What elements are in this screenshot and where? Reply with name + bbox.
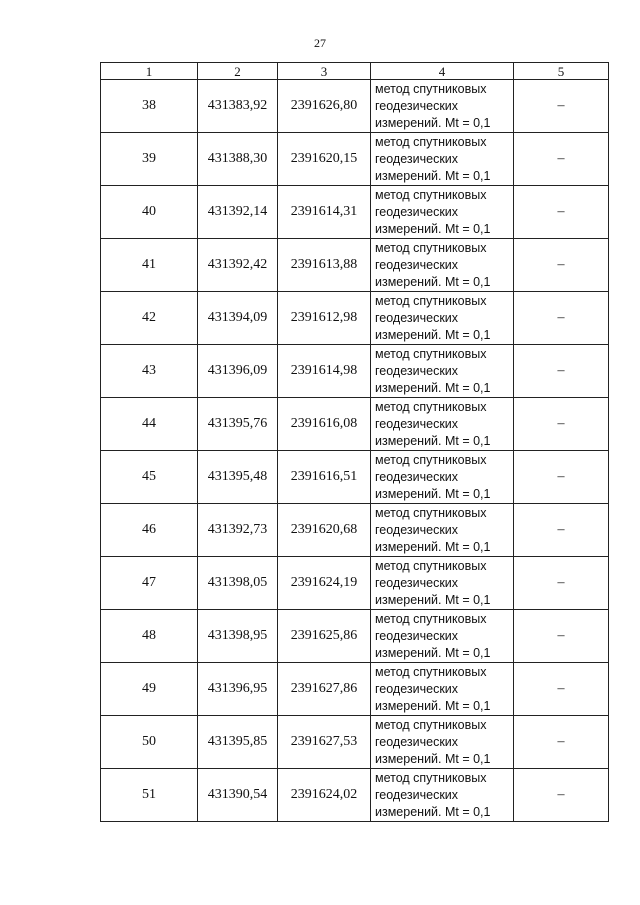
method-line-2: геодезических (375, 682, 459, 696)
method-cell (371, 186, 514, 239)
method-line-1: метод спутниковых (375, 135, 487, 149)
y-coordinate-cell: 2391616,51 (278, 451, 371, 504)
table-row (101, 186, 609, 239)
method-line-3: измерений. Mt = 0,1 (375, 540, 491, 554)
method-line-3: измерений. Mt = 0,1 (375, 487, 491, 501)
table-row (101, 239, 609, 292)
y-coordinate-cell: 2391613,88 (278, 239, 371, 292)
header-col-2: 2 (198, 63, 278, 80)
table-row (101, 292, 609, 345)
note-cell: – (514, 557, 609, 610)
method-line-1: метод спутниковых (375, 771, 487, 785)
table-row (101, 769, 609, 822)
note-cell: – (514, 133, 609, 186)
method-line-2: геодезических (375, 735, 459, 749)
method-line-3: измерений. Mt = 0,1 (375, 699, 491, 713)
method-line-2: геодезических (375, 417, 459, 431)
point-number-cell: 46 (101, 504, 198, 557)
method-cell (371, 398, 514, 451)
table-row (101, 610, 609, 663)
method-line-1: метод спутниковых (375, 718, 487, 732)
note-cell: – (514, 716, 609, 769)
header-col-3: 3 (278, 63, 371, 80)
y-coordinate-cell: 2391627,53 (278, 716, 371, 769)
method-line-1: метод спутниковых (375, 188, 487, 202)
y-coordinate-cell: 2391620,15 (278, 133, 371, 186)
table-row (101, 663, 609, 716)
note-cell: – (514, 610, 609, 663)
point-number-cell: 47 (101, 557, 198, 610)
method-line-2: геодезических (375, 99, 459, 113)
note-cell: – (514, 80, 609, 133)
method-line-3: измерений. Mt = 0,1 (375, 434, 491, 448)
header-col-4: 4 (371, 63, 514, 80)
x-coordinate-cell: 431395,76 (198, 398, 278, 451)
note-cell: – (514, 504, 609, 557)
point-number-cell: 43 (101, 345, 198, 398)
method-line-2: геодезических (375, 576, 459, 590)
y-coordinate-cell: 2391624,02 (278, 769, 371, 822)
header-col-1: 1 (101, 63, 198, 80)
table-row (101, 133, 609, 186)
table-body (101, 80, 609, 822)
x-coordinate-cell: 431392,42 (198, 239, 278, 292)
method-cell (371, 239, 514, 292)
method-cell (371, 769, 514, 822)
method-cell (371, 557, 514, 610)
method-line-1: метод спутниковых (375, 559, 487, 573)
x-coordinate-cell: 431392,14 (198, 186, 278, 239)
point-number-cell: 38 (101, 80, 198, 133)
method-line-2: геодезических (375, 258, 459, 272)
table-row (101, 398, 609, 451)
y-coordinate-cell: 2391614,31 (278, 186, 371, 239)
note-cell: – (514, 769, 609, 822)
table-header (101, 63, 609, 80)
point-number-cell: 39 (101, 133, 198, 186)
x-coordinate-cell: 431394,09 (198, 292, 278, 345)
y-coordinate-cell: 2391612,98 (278, 292, 371, 345)
note-cell: – (514, 239, 609, 292)
method-line-2: геодезических (375, 470, 459, 484)
method-line-3: измерений. Mt = 0,1 (375, 169, 491, 183)
y-coordinate-cell: 2391625,86 (278, 610, 371, 663)
method-line-2: геодезических (375, 152, 459, 166)
method-line-1: метод спутниковых (375, 241, 487, 255)
x-coordinate-cell: 431395,48 (198, 451, 278, 504)
y-coordinate-cell: 2391627,86 (278, 663, 371, 716)
point-number-cell: 48 (101, 610, 198, 663)
method-line-2: геодезических (375, 364, 459, 378)
y-coordinate-cell: 2391616,08 (278, 398, 371, 451)
note-cell: – (514, 292, 609, 345)
method-line-1: метод спутниковых (375, 400, 487, 414)
table-row (101, 557, 609, 610)
point-number-cell: 49 (101, 663, 198, 716)
method-line-1: метод спутниковых (375, 82, 487, 96)
method-line-2: геодезических (375, 311, 459, 325)
method-line-3: измерений. Mt = 0,1 (375, 116, 491, 130)
x-coordinate-cell: 431398,05 (198, 557, 278, 610)
method-cell (371, 610, 514, 663)
method-line-3: измерений. Mt = 0,1 (375, 381, 491, 395)
y-coordinate-cell: 2391620,68 (278, 504, 371, 557)
method-line-3: измерений. Mt = 0,1 (375, 275, 491, 289)
method-cell (371, 292, 514, 345)
table-row (101, 451, 609, 504)
x-coordinate-cell: 431388,30 (198, 133, 278, 186)
table-row (101, 504, 609, 557)
note-cell: – (514, 186, 609, 239)
method-line-2: геодезических (375, 205, 459, 219)
method-line-2: геодезических (375, 788, 459, 802)
point-number-cell: 41 (101, 239, 198, 292)
method-line-3: измерений. Mt = 0,1 (375, 646, 491, 660)
y-coordinate-cell: 2391614,98 (278, 345, 371, 398)
method-line-1: метод спутниковых (375, 506, 487, 520)
table-row (101, 345, 609, 398)
table-row (101, 80, 609, 133)
x-coordinate-cell: 431396,95 (198, 663, 278, 716)
method-line-3: измерений. Mt = 0,1 (375, 805, 491, 819)
x-coordinate-cell: 431392,73 (198, 504, 278, 557)
method-line-2: геодезических (375, 523, 459, 537)
method-line-3: измерений. Mt = 0,1 (375, 222, 491, 236)
y-coordinate-cell: 2391624,19 (278, 557, 371, 610)
point-number-cell: 42 (101, 292, 198, 345)
x-coordinate-cell: 431390,54 (198, 769, 278, 822)
method-line-3: измерений. Mt = 0,1 (375, 593, 491, 607)
method-line-1: метод спутниковых (375, 665, 487, 679)
method-line-1: метод спутниковых (375, 612, 487, 626)
method-line-1: метод спутниковых (375, 347, 487, 361)
method-line-2: геодезических (375, 629, 459, 643)
method-line-1: метод спутниковых (375, 453, 487, 467)
x-coordinate-cell: 431396,09 (198, 345, 278, 398)
method-cell (371, 133, 514, 186)
coordinates-table (100, 62, 609, 822)
header-row (101, 63, 609, 80)
x-coordinate-cell: 431398,95 (198, 610, 278, 663)
header-col-5: 5 (514, 63, 609, 80)
method-cell (371, 663, 514, 716)
method-cell (371, 345, 514, 398)
note-cell: – (514, 451, 609, 504)
note-cell: – (514, 345, 609, 398)
point-number-cell: 40 (101, 186, 198, 239)
page-number: 27 (314, 36, 326, 50)
method-line-3: измерений. Mt = 0,1 (375, 328, 491, 342)
point-number-cell: 45 (101, 451, 198, 504)
method-cell (371, 451, 514, 504)
method-cell (371, 504, 514, 557)
note-cell: – (514, 398, 609, 451)
point-number-cell: 50 (101, 716, 198, 769)
method-cell (371, 80, 514, 133)
table-row (101, 716, 609, 769)
method-line-1: метод спутниковых (375, 294, 487, 308)
method-line-3: измерений. Mt = 0,1 (375, 752, 491, 766)
point-number-cell: 44 (101, 398, 198, 451)
note-cell: – (514, 663, 609, 716)
method-cell (371, 716, 514, 769)
x-coordinate-cell: 431395,85 (198, 716, 278, 769)
point-number-cell: 51 (101, 769, 198, 822)
y-coordinate-cell: 2391626,80 (278, 80, 371, 133)
x-coordinate-cell: 431383,92 (198, 80, 278, 133)
